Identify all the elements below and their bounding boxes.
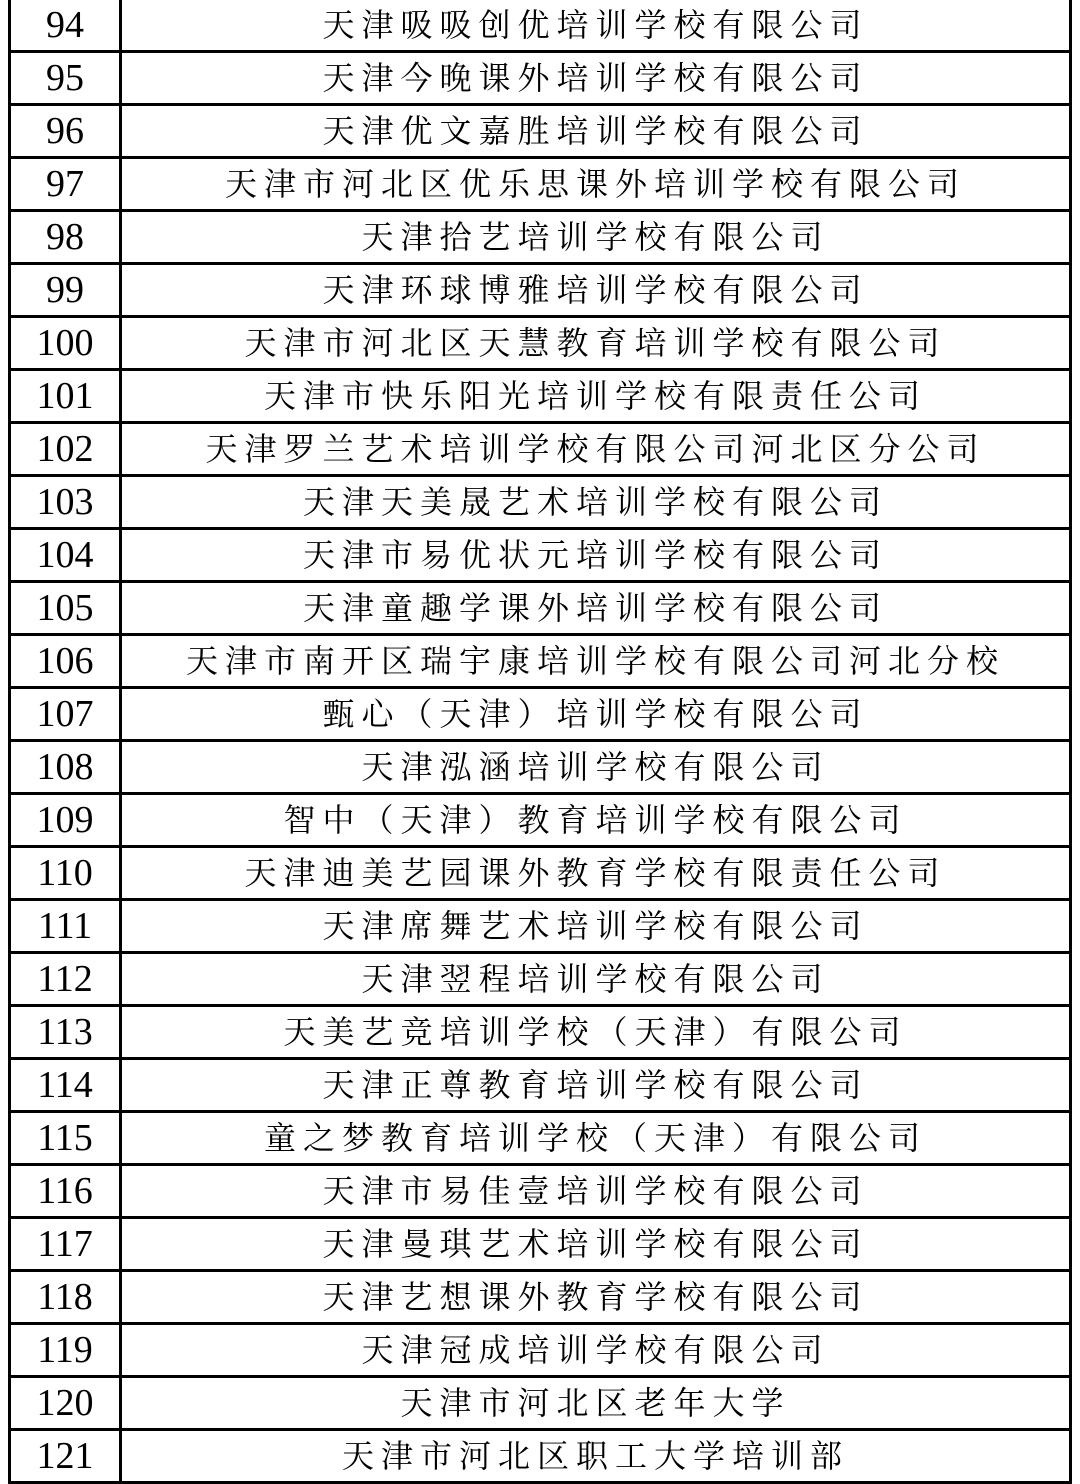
school-name: 天津市河北区优乐思课外培训学校有限公司 [121, 158, 1071, 211]
school-name: 天津优文嘉胜培训学校有限公司 [121, 105, 1071, 158]
school-name: 天津拾艺培训学校有限公司 [121, 211, 1071, 264]
row-number: 95 [10, 52, 121, 105]
row-number: 107 [10, 688, 121, 741]
school-name: 天津席舞艺术培训学校有限公司 [121, 900, 1071, 953]
row-number: 104 [10, 529, 121, 582]
table-row [10, 1218, 1071, 1271]
row-number: 114 [10, 1059, 121, 1112]
row-number: 98 [10, 211, 121, 264]
row-number: 105 [10, 582, 121, 635]
table-row [10, 1271, 1071, 1324]
school-list-table [8, 0, 1072, 1484]
table-row [10, 1324, 1071, 1377]
row-number: 102 [10, 423, 121, 476]
school-name: 天津罗兰艺术培训学校有限公司河北区分公司 [121, 423, 1071, 476]
table-row [10, 1112, 1071, 1165]
table-row [10, 1165, 1071, 1218]
table-row [10, 158, 1071, 211]
table-row [10, 0, 1071, 52]
school-name: 天津童趣学课外培训学校有限公司 [121, 582, 1071, 635]
table-row [10, 794, 1071, 847]
school-name: 天津今晚课外培训学校有限公司 [121, 52, 1071, 105]
school-name: 天津市易优状元培训学校有限公司 [121, 529, 1071, 582]
table-row [10, 370, 1071, 423]
school-name: 天津冠成培训学校有限公司 [121, 1324, 1071, 1377]
school-name: 天津市快乐阳光培训学校有限责任公司 [121, 370, 1071, 423]
row-number: 121 [10, 1430, 121, 1483]
table-row [10, 105, 1071, 158]
school-name: 天津正尊教育培训学校有限公司 [121, 1059, 1071, 1112]
table-row [10, 1430, 1071, 1483]
row-number: 119 [10, 1324, 121, 1377]
table-row [10, 635, 1071, 688]
table-row [10, 211, 1071, 264]
row-number: 112 [10, 953, 121, 1006]
school-name: 天津天美晟艺术培训学校有限公司 [121, 476, 1071, 529]
school-name: 天津迪美艺园课外教育学校有限责任公司 [121, 847, 1071, 900]
school-name: 天津泓涵培训学校有限公司 [121, 741, 1071, 794]
school-name: 天津环球博雅培训学校有限公司 [121, 264, 1071, 317]
row-number: 117 [10, 1218, 121, 1271]
school-name: 天津翌程培训学校有限公司 [121, 953, 1071, 1006]
school-name: 天津市易佳壹培训学校有限公司 [121, 1165, 1071, 1218]
table-row [10, 741, 1071, 794]
row-number: 115 [10, 1112, 121, 1165]
row-number: 118 [10, 1271, 121, 1324]
row-number: 100 [10, 317, 121, 370]
school-name: 天津市南开区瑞宇康培训学校有限公司河北分校 [121, 635, 1071, 688]
school-name: 天津市河北区天慧教育培训学校有限公司 [121, 317, 1071, 370]
school-name: 天美艺竞培训学校（天津）有限公司 [121, 1006, 1071, 1059]
row-number: 108 [10, 741, 121, 794]
table-row [10, 1006, 1071, 1059]
table-row [10, 476, 1071, 529]
school-name: 童之梦教育培训学校（天津）有限公司 [121, 1112, 1071, 1165]
school-name: 智中（天津）教育培训学校有限公司 [121, 794, 1071, 847]
table-row [10, 582, 1071, 635]
row-number: 101 [10, 370, 121, 423]
row-number: 109 [10, 794, 121, 847]
school-name: 甄心（天津）培训学校有限公司 [121, 688, 1071, 741]
row-number: 116 [10, 1165, 121, 1218]
row-number: 113 [10, 1006, 121, 1059]
row-number: 99 [10, 264, 121, 317]
school-name: 天津曼琪艺术培训学校有限公司 [121, 1218, 1071, 1271]
table-row [10, 1059, 1071, 1112]
table-row [10, 900, 1071, 953]
table-row [10, 1377, 1071, 1430]
table-row [10, 264, 1071, 317]
table-row [10, 688, 1071, 741]
school-name: 天津市河北区老年大学 [121, 1377, 1071, 1430]
row-number: 94 [10, 0, 121, 52]
row-number: 106 [10, 635, 121, 688]
table-row [10, 529, 1071, 582]
table-row [10, 423, 1071, 476]
school-name: 天津艺想课外教育学校有限公司 [121, 1271, 1071, 1324]
row-number: 111 [10, 900, 121, 953]
table-row [10, 847, 1071, 900]
row-number: 120 [10, 1377, 121, 1430]
table-row [10, 953, 1071, 1006]
table-row [10, 52, 1071, 105]
school-name: 天津吸吸创优培训学校有限公司 [121, 0, 1071, 52]
school-list-body [10, 0, 1071, 1483]
table-row [10, 317, 1071, 370]
row-number: 103 [10, 476, 121, 529]
school-name: 天津市河北区职工大学培训部 [121, 1430, 1071, 1483]
row-number: 110 [10, 847, 121, 900]
row-number: 97 [10, 158, 121, 211]
row-number: 96 [10, 105, 121, 158]
